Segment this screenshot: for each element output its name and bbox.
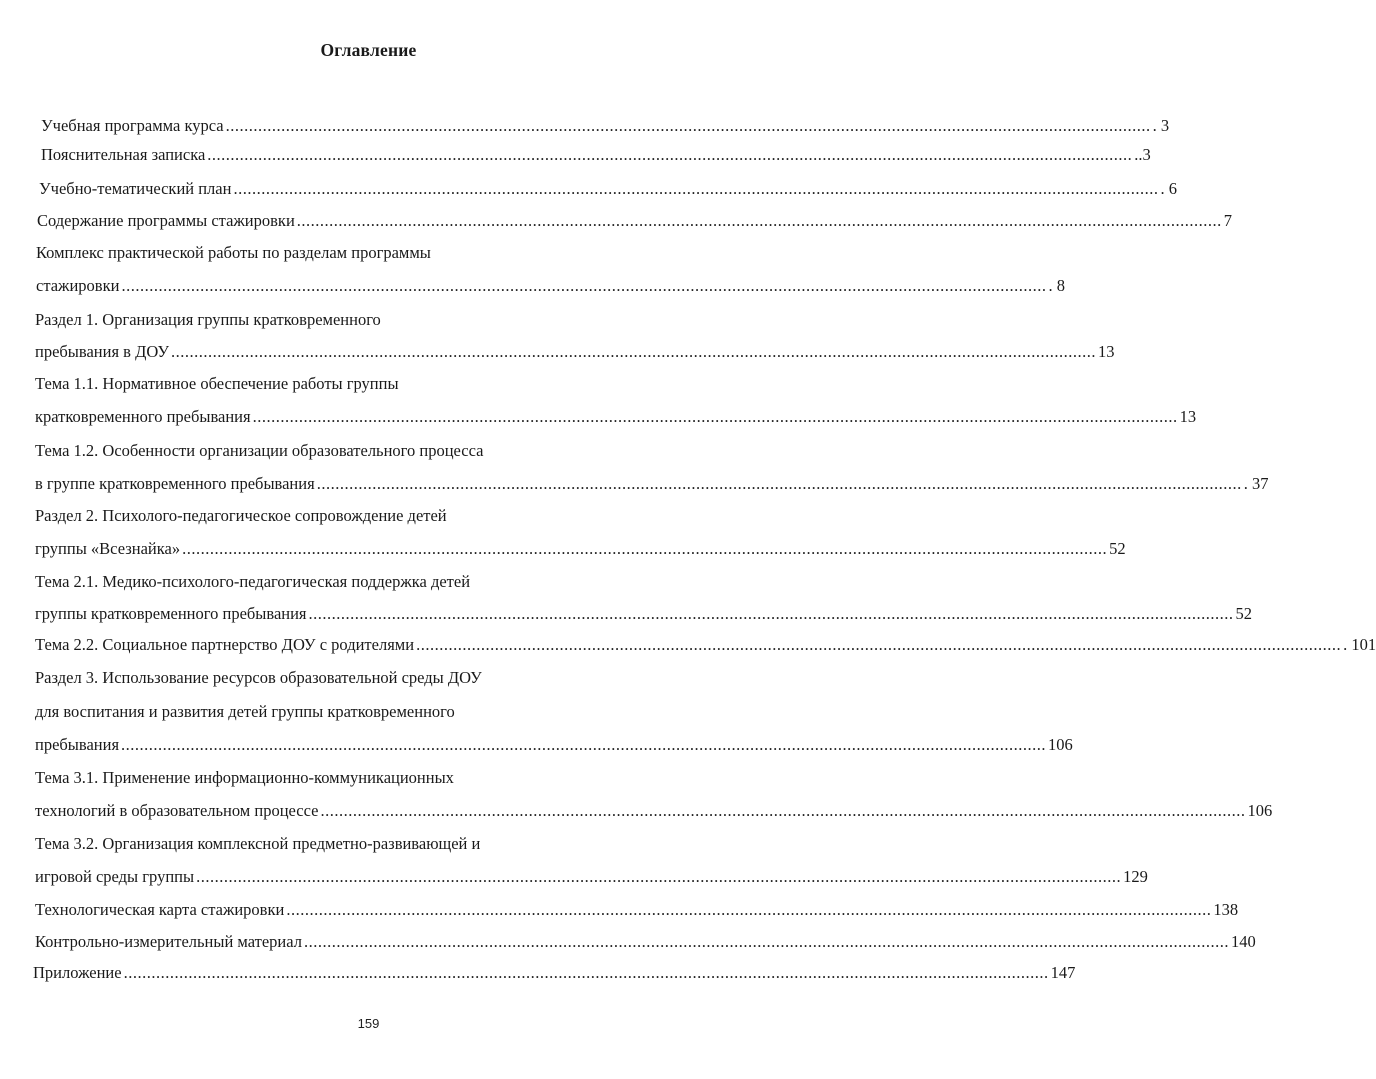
toc-entry-text: в группе кратковременного пребывания	[35, 474, 315, 493]
toc-entry-text: Тема 3.2. Организация комплексной предметно-развивающей и	[35, 834, 481, 853]
toc-entry-text: Комплекс практической работы по разделам программы	[36, 243, 431, 262]
toc-page-number: 147	[1050, 963, 1076, 982]
toc-entry	[41, 143, 1151, 167]
dot-leader: ........................................................................................................................................................................................................	[316, 474, 1242, 493]
toc-entry	[41, 114, 1170, 138]
toc-entry	[35, 472, 1269, 496]
toc-entry	[35, 405, 1197, 429]
toc-page-number: . 6	[1160, 179, 1177, 198]
toc-entry	[37, 209, 1233, 233]
dot-leader: ........................................................................................................................................................................................................	[286, 900, 1212, 919]
toc-entry-line	[35, 832, 480, 856]
toc-entry-text: Тема 3.1. Применение информационно-коммуникационных	[35, 768, 454, 787]
toc-entry-text: Тема 1.1. Нормативное обеспечение работы группы	[35, 374, 399, 393]
dot-leader: ........................................................................................................................................................................................................	[121, 276, 1047, 295]
dot-leader: ........................................................................................................................................................................................................	[252, 407, 1178, 426]
dot-leader: ........................................................................................................................................................................................................	[123, 963, 1049, 982]
toc-entry-line	[35, 504, 447, 528]
toc-entry	[35, 930, 1256, 954]
toc-entry	[39, 177, 1177, 201]
dot-leader: ........................................................................................................................................................................................................	[225, 116, 1151, 135]
toc-page-number: 13	[1179, 407, 1197, 426]
toc-entry	[36, 274, 1065, 298]
toc-entry-text: стажировки	[36, 276, 120, 295]
toc-entry-text: Контрольно-измерительный материал	[35, 932, 302, 951]
dot-leader: ........................................................................................................................................................................................................	[416, 635, 1342, 654]
dot-leader: ........................................................................................................................................................................................................	[171, 342, 1096, 361]
toc-entry	[35, 898, 1239, 922]
toc-entry-line	[35, 372, 399, 396]
toc-entry-line	[35, 570, 470, 594]
toc-entry-line	[36, 241, 431, 265]
toc-entry-text: технологий в образовательном процессе	[35, 801, 319, 820]
toc-entry-text: Раздел 3. Использование ресурсов образовательной среды ДОУ	[35, 668, 482, 687]
toc-entry	[33, 961, 1076, 985]
dot-leader: ........................................................................................................................................................................................................	[320, 801, 1246, 820]
toc-page-number: ..3	[1134, 145, 1151, 164]
toc-entry-text: пребывания	[35, 735, 120, 754]
toc-entry	[35, 537, 1126, 561]
dot-leader: ........................................................................................................................................................................................................	[296, 211, 1222, 230]
toc-entry-text: группы кратковременного пребывания	[35, 604, 307, 623]
dot-leader: ........................................................................................................................................................................................................	[182, 539, 1108, 558]
page-number: 159	[357, 1016, 380, 1031]
toc-page-number: . 37	[1243, 474, 1269, 493]
toc-entry	[35, 602, 1253, 626]
toc-page-number: . 8	[1048, 276, 1065, 295]
toc-page-number: 13	[1098, 342, 1115, 361]
toc-entry-line	[35, 439, 483, 463]
toc-entry	[35, 633, 1376, 657]
toc-entry-text: Учебно-тематический план	[39, 179, 232, 198]
toc-entry-text: группы «Всезнайка»	[35, 539, 181, 558]
dot-leader: ........................................................................................................................................................................................................	[233, 179, 1159, 198]
dot-leader: ........................................................................................................................................................................................................	[196, 867, 1122, 886]
dot-leader: ........................................................................................................................................................................................................	[121, 735, 1047, 754]
toc-entry-text: Раздел 1. Организация группы кратковременного	[35, 310, 381, 329]
toc-entry-text: Тема 2.1. Медико-психолого-педагогическая поддержка детей	[35, 572, 471, 591]
toc-page-number: 140	[1230, 932, 1256, 951]
toc-entry-text: Тема 2.2. Социальное партнерство ДОУ с родителями	[35, 635, 415, 654]
toc-page-number: 106	[1048, 735, 1073, 754]
toc-entry-text: Учебная программа курса	[41, 116, 224, 135]
toc-entry	[35, 865, 1148, 889]
dot-leader: ........................................................................................................................................................................................................	[207, 145, 1133, 164]
toc-entry-line	[35, 766, 454, 790]
toc-page-number: . 101	[1343, 635, 1376, 654]
toc-page-number: . 3	[1152, 116, 1170, 135]
toc-entry-text: для воспитания и развития детей группы кратковременного	[35, 702, 455, 721]
toc-entry-text: кратковременного пребывания	[35, 407, 251, 426]
toc-entry-text: Приложение	[33, 963, 122, 982]
toc-entry-text: Тема 1.2. Особенности организации образовательного процесса	[35, 441, 484, 460]
toc-entry-text: Содержание программы стажировки	[37, 211, 295, 230]
toc-page-number: 138	[1213, 900, 1239, 919]
toc-entry-line	[35, 308, 381, 332]
toc-entry-text: пребывания в ДОУ	[35, 342, 169, 361]
toc-entry-line	[35, 700, 455, 724]
toc-page-number: 106	[1247, 801, 1273, 820]
dot-leader: ........................................................................................................................................................................................................	[308, 604, 1234, 623]
toc-page-number: 52	[1109, 539, 1126, 558]
toc-entry-text: Технологическая карта стажировки	[35, 900, 285, 919]
toc-entry-text: Раздел 2. Психолого-педагогическое сопровождение детей	[35, 506, 447, 525]
toc-entry-line	[35, 666, 482, 690]
toc-entry	[35, 733, 1073, 757]
toc-page-number: 7	[1223, 211, 1233, 230]
toc-entry	[35, 799, 1273, 823]
toc-entry	[35, 340, 1115, 364]
toc-page-number: 52	[1235, 604, 1253, 623]
dot-leader: ........................................................................................................................................................................................................	[303, 932, 1229, 951]
toc-title: Оглавление	[320, 40, 417, 60]
toc-page-number: 129	[1123, 867, 1148, 886]
toc-entry-text: Пояснительная записка	[41, 145, 206, 164]
toc-entry-text: игровой среды группы	[35, 867, 195, 886]
